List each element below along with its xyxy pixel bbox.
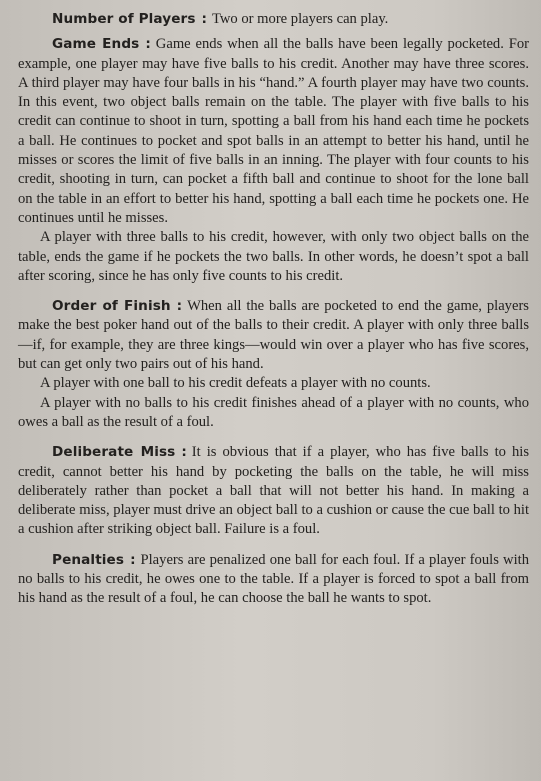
section-heading: Game Ends bbox=[52, 36, 140, 53]
section-heading: Penalties bbox=[52, 551, 125, 568]
paragraph-text: Players are penalized one ball for each foul. If a player fouls with no balls to his credit, he owes one to the table. If a player is forced to spot a ball from his hand as the result of a foul, he can choose the ball he wants to spot. bbox=[18, 551, 529, 607]
section-deliberate-miss bbox=[18, 443, 529, 539]
heading-separator: : bbox=[145, 36, 151, 53]
heading-separator: : bbox=[201, 11, 207, 27]
heading-separator: : bbox=[130, 551, 136, 568]
section-paragraph bbox=[18, 35, 529, 228]
paragraph-text: It is obvious that if a player, who has five balls to his credit, cannot better his hand by pocketing the balls on the table, he will miss deliberately rather than pocket a ball that will not better his hand. In making a deliberate miss, player must drive an object ball to a cushion or cause the cue ball to hit a cushion after striking object ball. Failure is a foul. bbox=[18, 444, 529, 538]
heading-separator: : bbox=[181, 444, 187, 461]
section-penalties bbox=[18, 551, 529, 609]
section-paragraph: A player with no balls to his credit finishes ahead of a player with no counts, who owes a ball as the result of a foul. bbox=[18, 394, 529, 430]
section-game-ends bbox=[18, 35, 529, 286]
paragraph-text: Two or more players can play. bbox=[211, 11, 389, 27]
section-heading: Order of Finish bbox=[52, 298, 171, 315]
section-paragraph bbox=[18, 551, 529, 609]
section-paragraph bbox=[18, 10, 529, 29]
paragraph-text: When all the balls are pocketed to end the game, players make the best poker hand out of the balls to their credit. A player with only three balls—if, for example, they are three kings—would win over a player who has five scores, but can get only two pairs out of his hand. bbox=[18, 298, 529, 373]
section-paragraph bbox=[18, 297, 529, 374]
section-heading: Number of Players bbox=[52, 11, 196, 27]
section-paragraph: A player with one ball to his credit defeats a player with no counts. bbox=[40, 375, 431, 392]
section-number-of-players bbox=[18, 10, 529, 29]
section-paragraph bbox=[18, 443, 529, 539]
section-paragraph: A player with three balls to his credit, however, with only two object balls on the table, ends the game if he pockets the two balls. In other words, he doesn’t spot a ball after scoring, since he has only five counts to his credit. bbox=[18, 229, 529, 284]
heading-separator: : bbox=[176, 298, 183, 315]
section-order-of-finish bbox=[18, 297, 529, 432]
paragraph-text: Game ends when all the balls have been legally pocketed. For example, one player may have five balls to his credit. Another may have three scores. A third player may have four balls in his “hand.” A fourth player may have two counts. In this event, two object balls remain on the table. The player with five balls to his credit can continue to shoot in turn, spotting a ball from his hand each time he pockets a ball. He continues to pocket and spot balls in an attempt to better his hand, until he misses or scores the limit of five balls in an inning. The player with four counts to his credit, shooting in turn, can pocket a fifth ball and continue to shoot for the lone ball on the table in an effort to better his hand, spotting a ball each time he pockets one. He continues until he misses. bbox=[18, 36, 530, 226]
section-heading: Deliberate Miss bbox=[52, 444, 176, 461]
